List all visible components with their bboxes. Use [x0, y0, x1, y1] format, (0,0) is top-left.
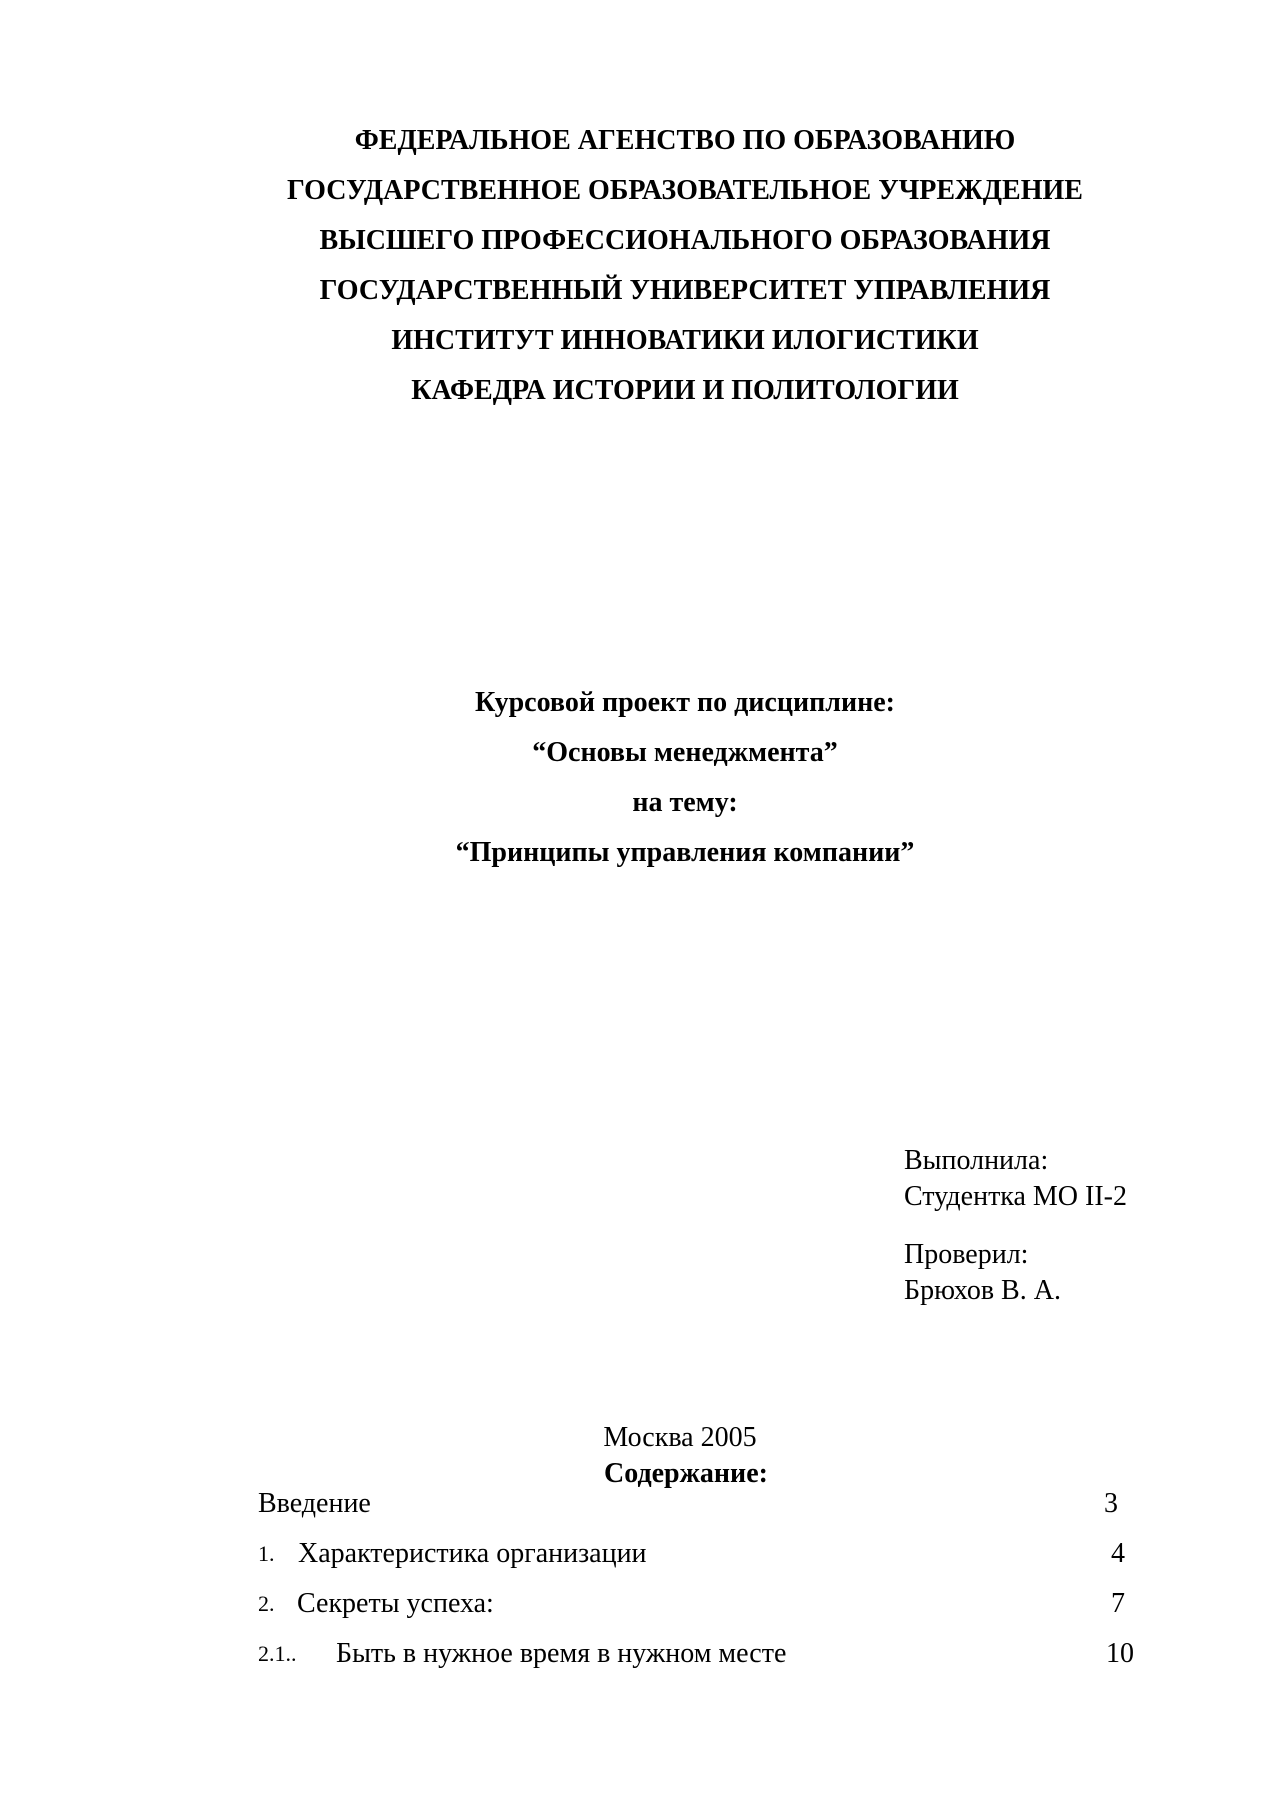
project-title — [0, 678, 1280, 878]
toc-item-page: 3 — [1104, 1488, 1118, 1519]
topic-name: “Принципы управления компании” — [455, 837, 915, 868]
toc-item-number: 1. — [258, 1541, 275, 1566]
header-line-institution-type: ГОСУДАРСТВЕННОЕ ОБРАЗОВАТЕЛЬНОЕ УЧРЕЖДЕНИЕ — [287, 175, 1083, 206]
toc-item-page: 7 — [1111, 1588, 1125, 1619]
signature-spacer — [904, 1215, 1127, 1237]
header-line-university: ГОСУДАРСТВЕННЫЙ УНИВЕРСИТЕТ УПРАВЛЕНИЯ — [319, 275, 1051, 306]
signature-block — [904, 1143, 1127, 1309]
toc-title: Содержание: — [604, 1458, 768, 1489]
checked-label: Проверил: — [904, 1239, 1029, 1270]
city-year: Москва 2005 — [603, 1422, 757, 1453]
performed-by: Студентка МО II-2 — [904, 1181, 1128, 1212]
project-type: Курсовой проект по дисциплине: — [475, 687, 895, 718]
header-line-department: КАФЕДРА ИСТОРИИ И ПОЛИТОЛОГИИ — [411, 375, 959, 406]
toc-item-page: 4 — [1111, 1538, 1125, 1569]
toc-item-label: Секреты успеха: — [297, 1588, 494, 1619]
header-line-institute: ИНСТИТУТ ИННОВАТИКИ ИЛОГИСТИКИ — [391, 325, 979, 356]
checked-by: Брюхов В. А. — [904, 1275, 1061, 1306]
toc-item-number: 2.1.. — [258, 1641, 297, 1666]
topic-label: на тему: — [632, 787, 738, 818]
toc-item-label: Быть в нужное время в нужном месте — [336, 1638, 787, 1669]
institution-header — [0, 116, 1280, 416]
performed-label: Выполнила: — [904, 1145, 1049, 1176]
header-line-agency: ФЕДЕРАЛЬНОЕ АГЕНСТВО ПО ОБРАЗОВАНИЮ — [354, 125, 1016, 156]
toc-item-page: 10 — [1106, 1638, 1134, 1669]
toc-item-number: 2. — [258, 1591, 275, 1616]
toc-item-label: Характеристика организации — [298, 1538, 647, 1569]
toc-item-label: Введение — [258, 1488, 371, 1519]
discipline-name: “Основы менеджмента” — [532, 737, 838, 768]
header-line-education-level: ВЫСШЕГО ПРОФЕССИОНАЛЬНОГО ОБРАЗОВАНИЯ — [319, 225, 1051, 256]
